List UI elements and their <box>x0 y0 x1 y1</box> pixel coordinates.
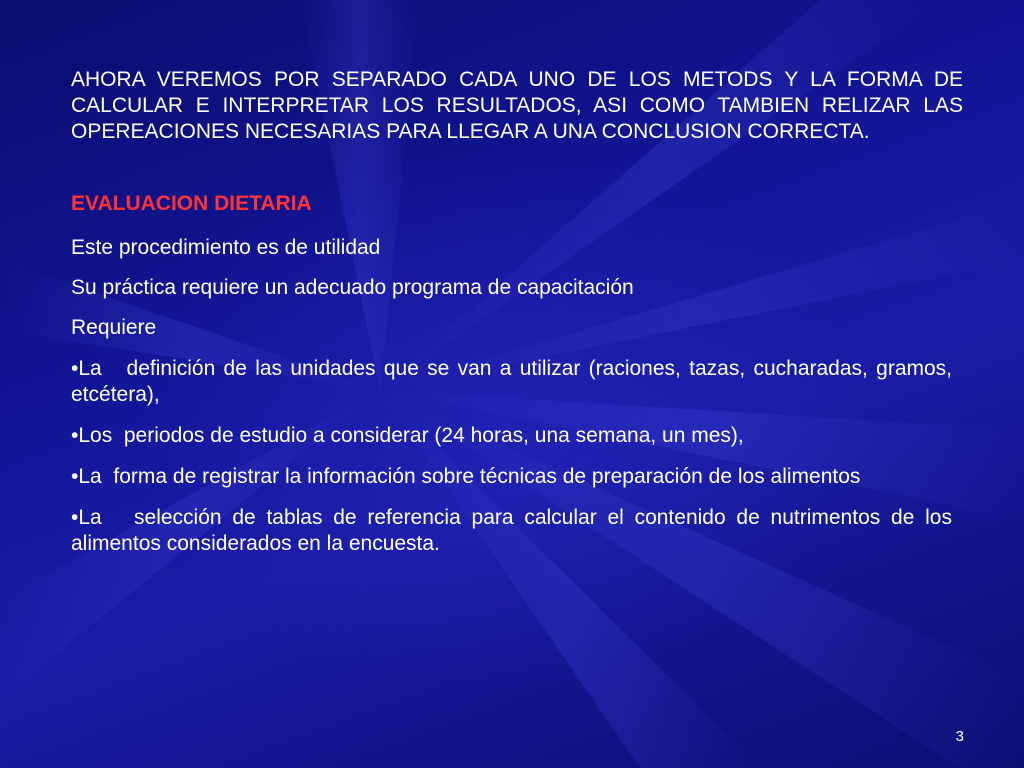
bullet-item: •Los periodos de estudio a considerar (24 horas, una semana, un mes), <box>71 424 744 447</box>
bullet-item: •La forma de registrar la información sobre técnicas de preparación de los alimentos <box>71 465 861 488</box>
page-number: 3 <box>955 728 964 745</box>
text-line: Este procedimiento es de utilidad <box>71 236 381 259</box>
intro-paragraph: AHORA VEREMOS POR SEPARADO CADA UNO DE LOS METODS Y LA FORMA DE CALCULAR E INTERPRETAR LOS RESULTADOS, ASI COMO TAMBIEN RELIZAR LAS OPEREACIONES NECESARIAS PARA LLEGAR A UNA CONCLUSION CORRECTA. <box>71 68 963 143</box>
text-line: Su práctica requiere un adecuado programa de capacitación <box>71 276 634 299</box>
bullet-item: •La selección de tablas de referencia para calcular el contenido de nutrimentos de los alimentos considerados en la encuesta. <box>71 506 958 555</box>
section-heading: EVALUACION DIETARIA <box>71 192 312 215</box>
slide-body <box>71 67 963 557</box>
bullet-item: •La definición de las unidades que se van a utilizar (raciones, tazas, cucharadas, gramos, etcétera), <box>71 357 958 406</box>
text-line: Requiere <box>71 316 157 339</box>
